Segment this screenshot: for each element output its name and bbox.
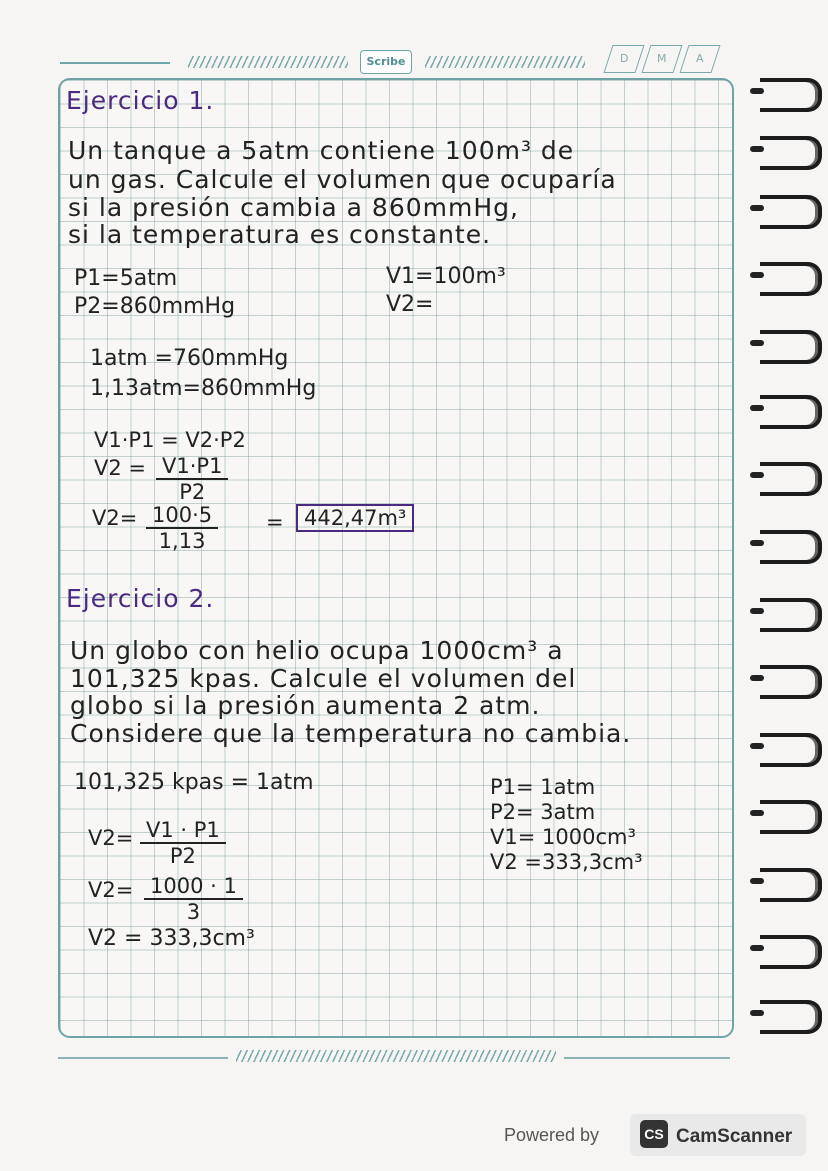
exercise1-given-p1: P1=5atm: [74, 266, 178, 291]
exercise1-fraction-formula: [156, 454, 228, 504]
exercise2-title: Ejercicio 2.: [66, 584, 215, 613]
exercise2-given-v2: V2 =333,3cm³: [490, 850, 643, 874]
exercise2-given-v1: V1= 1000cm³: [490, 825, 636, 849]
exercise1-problem-line: si la presión cambia a 860mmHg,: [68, 193, 519, 222]
exercise2-v2-label: V2=: [88, 826, 134, 850]
exercise2-problem-line: 101,325 kpas. Calcule el volumen del: [70, 664, 577, 693]
exercise2-fraction-formula: [140, 818, 226, 868]
spiral-ring: [760, 935, 822, 969]
exercise1-given-p2: P2=860mmHg: [74, 294, 236, 319]
spiral-ring: [760, 530, 822, 564]
camscanner-logo-icon: CS: [640, 1120, 668, 1148]
exercise1-equals: =: [266, 510, 284, 534]
exercise1-v2-label: V2 =: [94, 456, 146, 480]
date-year-box: A: [679, 45, 720, 73]
fraction-numerator: 100·5: [146, 503, 218, 529]
spiral-ring: [760, 598, 822, 632]
fraction-numerator: 1000 · 1: [144, 874, 243, 900]
exercise1-formula: V1·P1 = V2·P2: [94, 428, 246, 452]
fraction-denominator: 3: [186, 900, 201, 924]
exercise1-given-v1: V1=100m³: [386, 264, 506, 289]
exercise2-problem-line: Considere que la temperatura no cambia.: [70, 719, 632, 748]
exercise2-fraction-values: [144, 874, 243, 924]
exercise1-given-v2: V2=: [386, 292, 434, 317]
spiral-ring: [760, 462, 822, 496]
header-hatch-right: [425, 56, 585, 68]
spiral-ring: [760, 395, 822, 429]
spiral-ring: [760, 330, 822, 364]
footer-rule-left: [58, 1057, 228, 1059]
exercise1-conversion-line: 1atm =760mmHg: [90, 346, 289, 371]
spiral-ring: [760, 665, 822, 699]
spiral-ring: [760, 733, 822, 767]
camscanner-name: CamScanner: [676, 1126, 793, 1147]
footer-hatch: [236, 1050, 556, 1062]
date-month-box: M: [641, 45, 682, 73]
footer-rule-right: [564, 1057, 730, 1059]
header-rule-left: [60, 62, 170, 64]
date-day-box: D: [603, 45, 644, 73]
scribe-logo: Scribe: [360, 50, 412, 74]
exercise1-problem-line: un gas. Calcule el volumen que ocuparía: [68, 165, 617, 194]
spiral-ring: [760, 195, 822, 229]
spiral-ring: [760, 78, 822, 112]
fraction-denominator: P2: [179, 480, 206, 504]
exercise1-title: Ejercicio 1.: [66, 86, 215, 115]
exercise1-fraction-values: [146, 503, 218, 553]
spiral-ring: [760, 868, 822, 902]
spiral-ring: [760, 262, 822, 296]
exercise2-conversion: 101,325 kpas = 1atm: [74, 770, 314, 795]
exercise1-answer: 442,47m³: [296, 504, 414, 532]
spiral-ring: [760, 136, 822, 170]
fraction-numerator: V1 · P1: [140, 818, 226, 844]
fraction-denominator: P2: [169, 844, 196, 868]
exercise2-calc-label: V2=: [88, 878, 134, 902]
spiral-ring: [760, 800, 822, 834]
spiral-ring: [760, 1000, 822, 1034]
exercise2-given-p1: P1= 1atm: [490, 775, 596, 799]
powered-by-text: Powered by: [504, 1125, 600, 1145]
exercise1-problem-line: si la temperatura es constante.: [68, 220, 492, 249]
fraction-denominator: 1,13: [158, 529, 206, 553]
exercise1-problem-line: Un tanque a 5atm contiene 100m³ de: [68, 136, 575, 165]
exercise2-problem-line: Un globo con helio ocupa 1000cm³ a: [70, 636, 564, 665]
exercise2-given-p2: P2= 3atm: [490, 800, 596, 824]
exercise1-calc-label: V2=: [92, 506, 138, 530]
exercise2-result: V2 = 333,3cm³: [88, 926, 255, 951]
exercise2-problem-line: globo si la presión aumenta 2 atm.: [70, 691, 541, 720]
fraction-numerator: V1·P1: [156, 454, 228, 480]
exercise1-conversion-line: 1,13atm=860mmHg: [90, 376, 317, 401]
header-hatch-left: [188, 56, 348, 68]
